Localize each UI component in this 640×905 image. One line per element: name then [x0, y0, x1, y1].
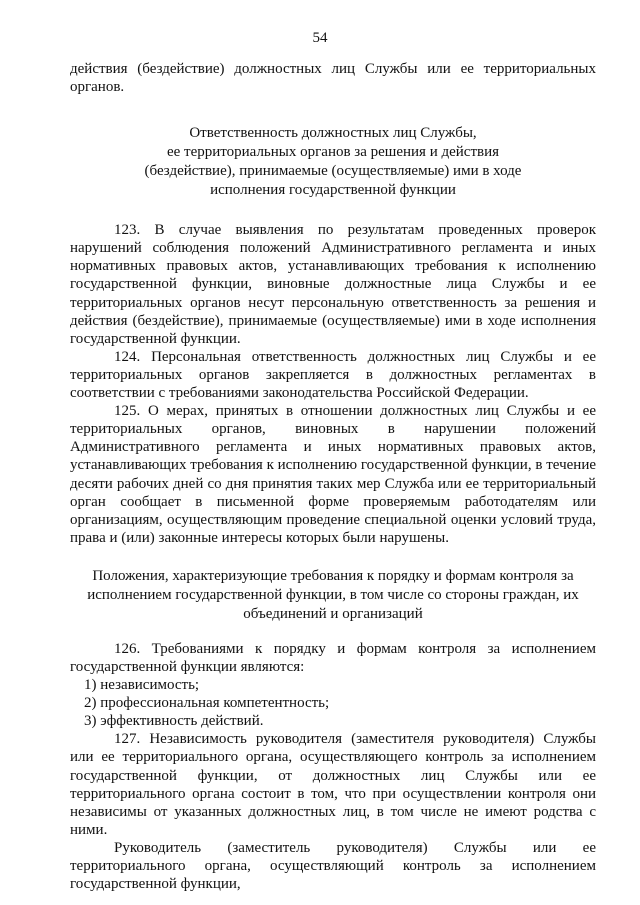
list-item: 2) профессиональная компетентность; [84, 695, 330, 712]
heading-line: Положения, характеризующие требования к порядку и формам контроля за [92, 567, 574, 584]
paragraph-124: 124. Персональная ответственность должностных лиц Службы и ее территориальных органов закрепляется в должностных регламентах в соответствии с требованиями законодательства Российской Федерации. [70, 348, 596, 402]
heading-line: исполнением государственной функции, в том числе со стороны граждан, их [87, 586, 579, 603]
heading-line: объединений и организаций [243, 605, 423, 622]
list-item: 3) эффективность действий. [84, 713, 264, 730]
heading-line: (бездействие), принимаемые (осуществляемые) ими в ходе [144, 163, 522, 180]
paragraph-continuation: Руководитель (заместитель руководителя) Службы или ее территориального органа, осуществляющий контроль за исполнением государственной функции, [70, 839, 596, 893]
paragraph-126: 126. Требованиями к порядку и формам контроля за исполнением государственной функции являются: [70, 640, 596, 675]
heading-line: исполнения государственной функции [210, 182, 456, 199]
section-heading-responsibility [70, 124, 596, 200]
heading-line: ее территориальных органов за решения и действия [166, 144, 500, 161]
paragraph-125: 125. О мерах, принятых в отношении должностных лиц Службы и ее территориальных органов, виновных в нарушении положений Административного регламента и иных нормативных правовых актов, устанавливающих требования к исполнению государственной функции, в течение десяти рабочих дней со дня принятия таких мер Служба или ее территориальный орган сообщает в письменной форме проверяемым работодателям или организациям, осуществляющим проведение специальной оценки условий труда, права и (или) законные интересы которых были нарушены. [70, 403, 596, 546]
intro-paragraph: действия (бездействие) должностных лиц Службы или ее территориальных органов. [70, 61, 596, 96]
paragraph-127: 127. Независимость руководителя (заместителя руководителя) Службы или ее территориального органа, осуществляющего контроль за исполнением государственной функции, от должностных лиц Службы или ее территориального органа состоит в том, что при осуществлении контроля они независимы от указанных должностных лиц, в том числе не имеют родства с ними. [70, 731, 596, 838]
page-content [70, 60, 596, 893]
heading-line: Ответственность должностных лиц Службы, [189, 125, 477, 142]
section-heading-control-requirements [70, 567, 596, 624]
list-item: 1) независимость; [84, 677, 200, 694]
paragraph-123: 123. В случае выявления по результатам проведенных проверок нарушений соблюдения положений Административного регламента и иных нормативных правовых актов, устанавливающих требования к исполнению государственной функции, виновные должностные лица Службы и ее территориальных органов несут персональную ответственность за решения и действия (бездействие), принимаемые (осуществляемые) ими в ходе исполнения государственной функции. [70, 222, 596, 347]
page-number: 54 [312, 30, 328, 46]
